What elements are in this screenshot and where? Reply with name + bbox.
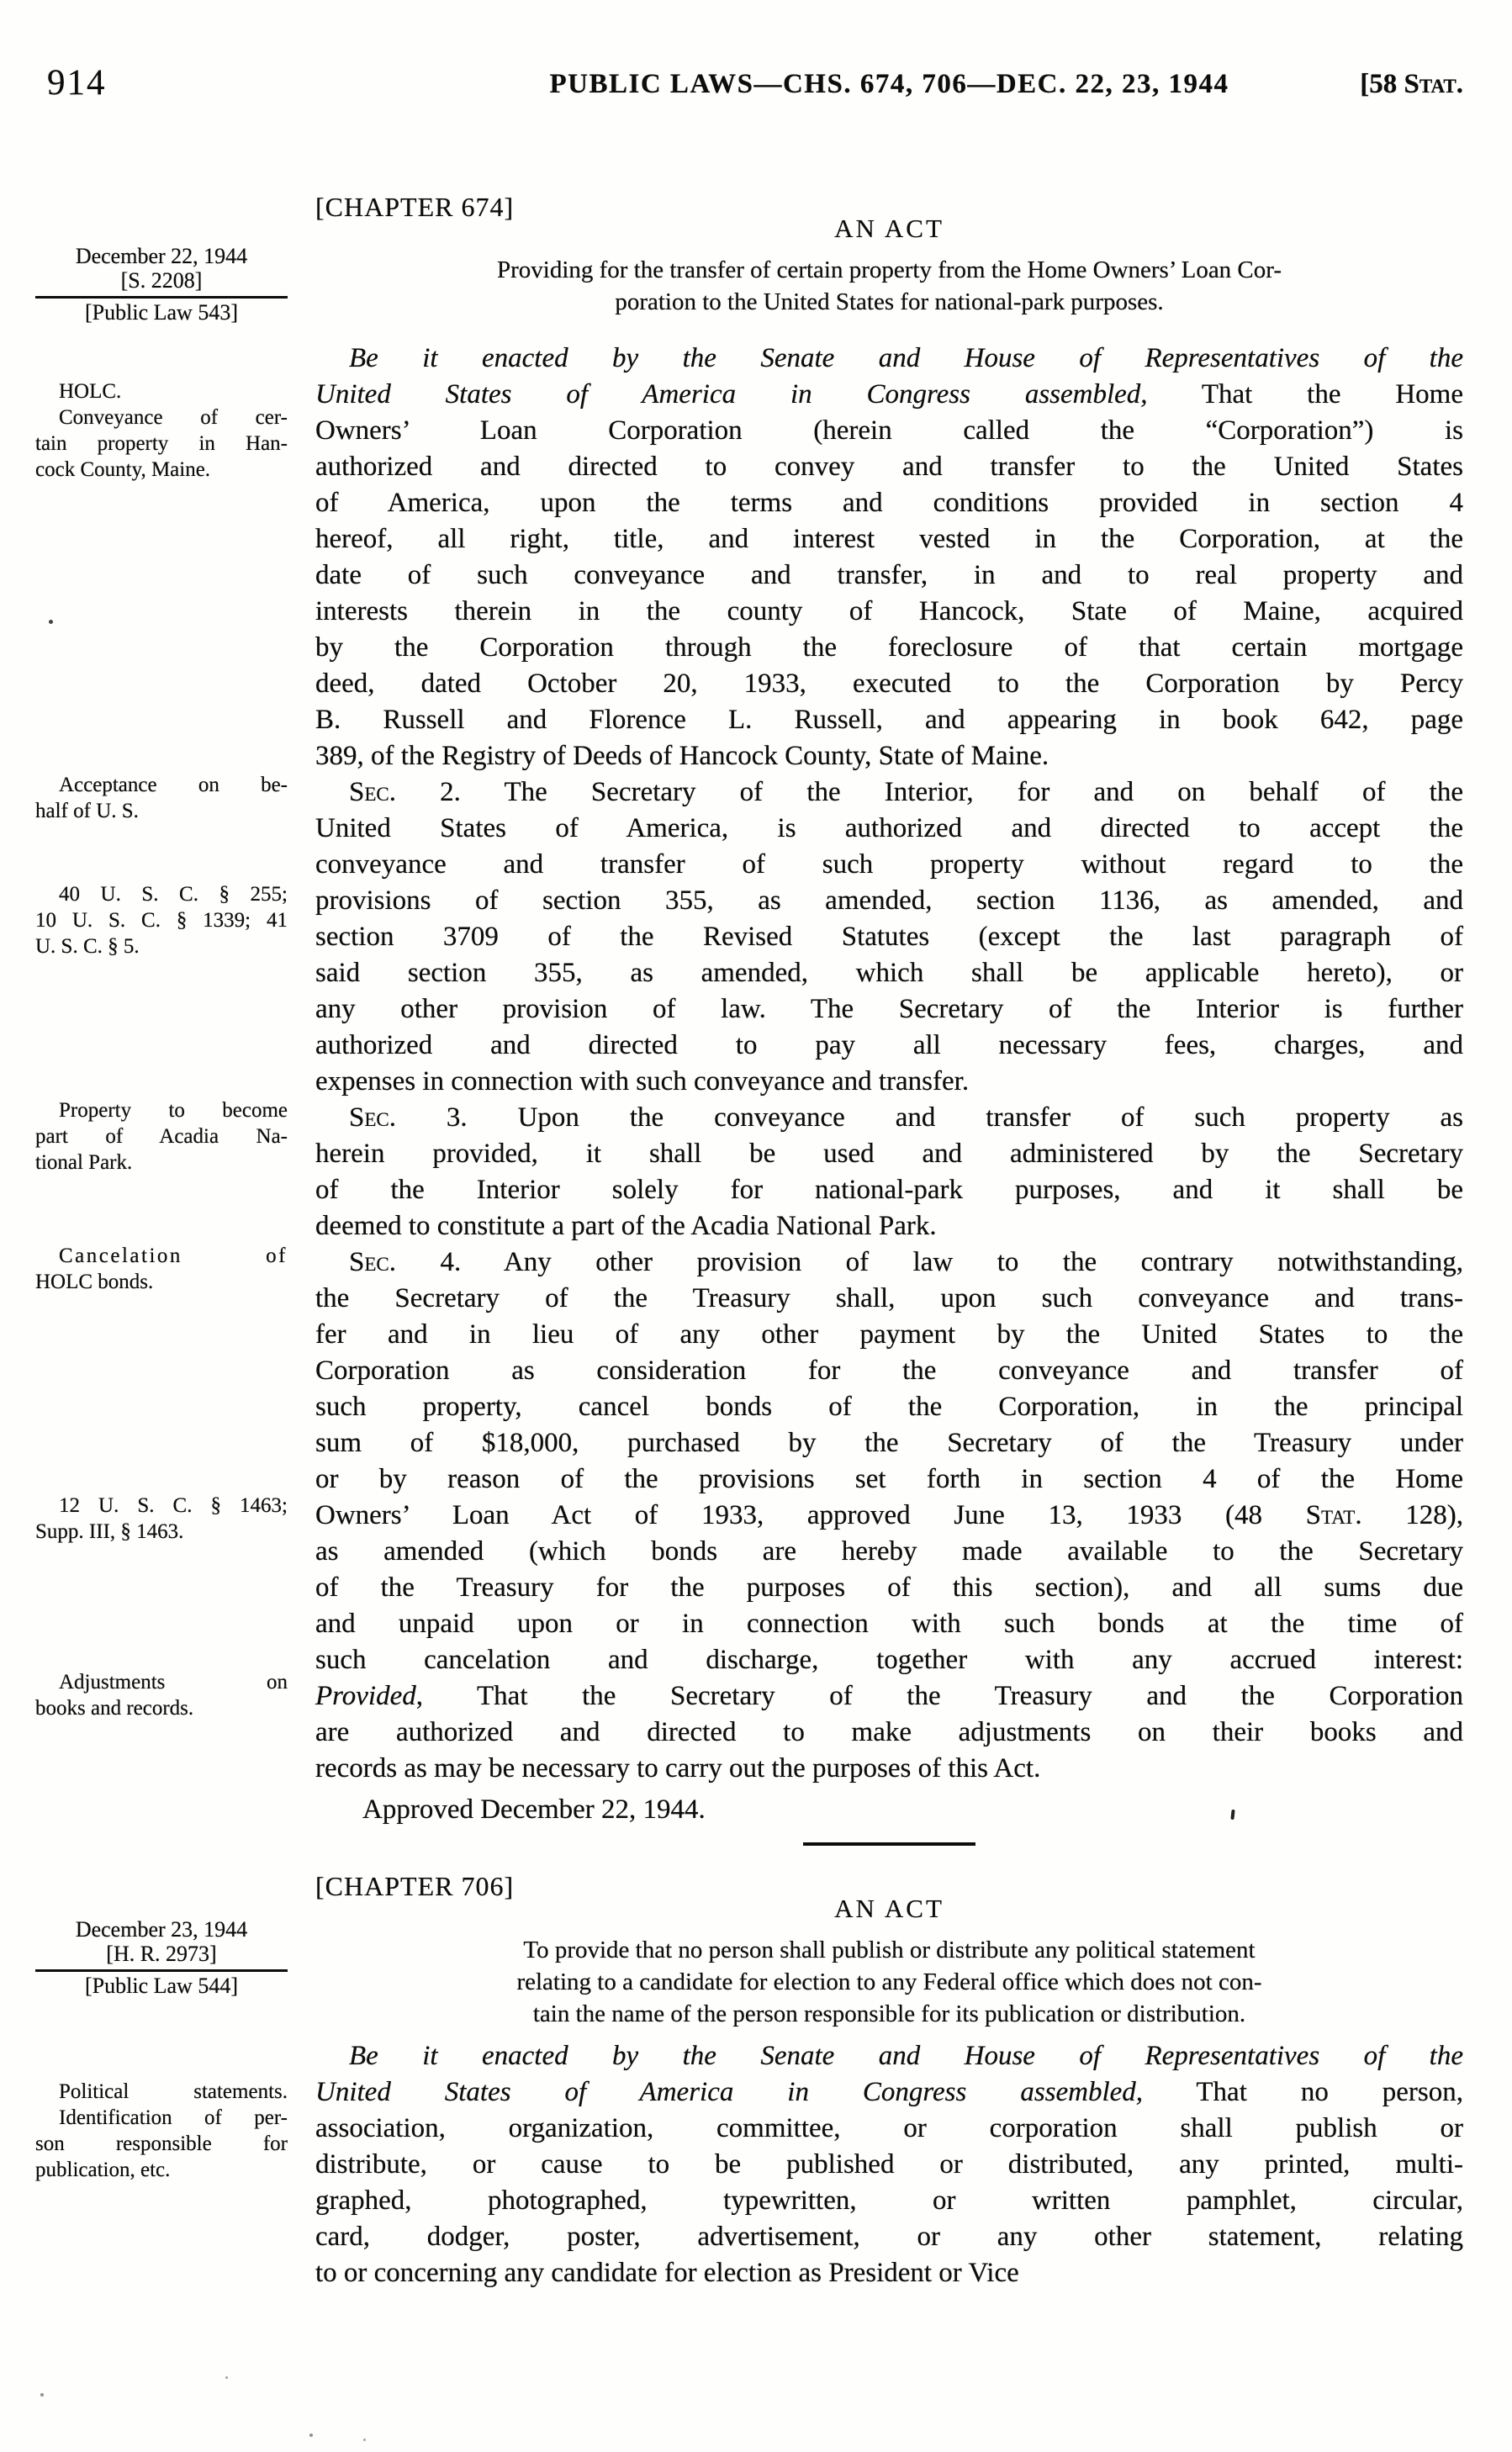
text-line: herein provided, it shall be used and administered by the Secretary — [315, 1139, 1463, 1169]
margin-note-line: books and records. — [35, 1697, 194, 1720]
text-line: Corporation as consideration for the conveyance and transfer of — [315, 1355, 1463, 1386]
text-line: provisions of section 355, as amended, section 1136, as amended, and — [315, 885, 1463, 916]
chapter-706-paragraphs — [315, 2038, 1463, 2291]
text-line: interests therein in the county of Hancock, State of Maine, acquired — [315, 596, 1463, 626]
margin-note-line: Property to become — [59, 1099, 288, 1122]
margin-note-holc-conveyance — [35, 378, 288, 483]
text-line: as amended (which bonds are hereby made available to the Secretary — [315, 1536, 1463, 1567]
margin-note-line: Political statements. — [59, 2080, 288, 2103]
chapter-divider-rule — [803, 1842, 975, 1846]
page-number: 914 — [47, 63, 107, 103]
margin-note-usc-citations — [35, 881, 288, 959]
chapter-674-act-title — [315, 254, 1463, 318]
margin-note-line: 12 U. S. C. § 1463; — [59, 1494, 288, 1517]
running-head — [0, 62, 1512, 121]
text-line: 389, of the Registry of Deeds of Hancock County, State of Maine. — [315, 741, 1049, 771]
text-line: the Secretary of the Treasury shall, upon such conveyance and trans- — [315, 1283, 1463, 1313]
text-line: deemed to constitute a part of the Acadia National Park. — [315, 1211, 937, 1241]
text-line: by the Corporation through the foreclosure of that certain mortgage — [315, 632, 1463, 663]
text-line: sum of $18,000, purchased by the Secretary of the Treasury under — [315, 1428, 1463, 1458]
margin-note-line: Identification of per- — [59, 2106, 288, 2129]
text-line: records as may be necessary to carry out the purposes of this Act. — [315, 1753, 1041, 1784]
text-line: hereof, all right, title, and interest vested in the Corporation, at the — [315, 524, 1463, 554]
text-line: Provided, That the Secretary of the Treasury and the Corporation — [315, 1681, 1463, 1711]
text-line: conveyance and transfer of such property without regard to the — [315, 849, 1463, 880]
text-line: are authorized and directed to make adjustments on their books and — [315, 1717, 1463, 1747]
margin-note-line: 10 U. S. C. § 1339; 41 — [35, 909, 288, 932]
citation-date: December 23, 1944 — [75, 1917, 248, 1942]
margin-note-line: Acceptance on be- — [59, 774, 288, 796]
approved-line: Approved December 22, 1944. — [362, 1794, 706, 1825]
margin-note-line: publication, etc. — [35, 2159, 171, 2181]
margin-note-line: HOLC. — [59, 380, 122, 403]
text-line: deed, dated October 20, 1933, executed to the Corporation by Percy — [315, 668, 1463, 699]
text-line: United States of America in Congress assembled, That the Home — [315, 379, 1463, 410]
statute-paragraph — [315, 2038, 1463, 2291]
act-title-line: tain the name of the person responsible for its publication or distribution. — [532, 2000, 1246, 2027]
text-line: section 3709 of the Revised Statutes (except the last paragraph of — [315, 922, 1463, 952]
citation-public-law: [Public Law 543] — [85, 300, 238, 325]
text-line: Be it enacted by the Senate and House of Representatives of the — [349, 343, 1463, 373]
margin-note-usc-1463 — [35, 1493, 288, 1545]
statute-paragraph — [315, 1100, 1463, 1244]
statute-paragraph — [315, 774, 1463, 1100]
text-line: United States of America in Congress assembled, That no person, — [315, 2077, 1463, 2107]
margin-note-line: cock County, Maine. — [35, 458, 211, 481]
text-line: Sec. 3. Upon the conveyance and transfer of such property as — [349, 1102, 1463, 1133]
margin-note-line: part of Acadia Na- — [35, 1125, 288, 1148]
citation-rule — [35, 296, 288, 299]
text-line: any other provision of law. The Secretary of the Interior is further — [315, 994, 1463, 1024]
text-line: fer and in lieu of any other payment by the United States to the — [315, 1319, 1463, 1350]
chapter-674-paragraphs — [315, 341, 1463, 1787]
margin-note-line: son responsible for — [35, 2132, 288, 2155]
text-line: such property, cancel bonds of the Corporation, in the principal — [315, 1392, 1463, 1422]
citation-bill-number: [S. 2208] — [120, 268, 203, 293]
margin-note-line: Supp. III, § 1463. — [35, 1520, 184, 1543]
act-title-line: Providing for the transfer of certain property from the Home Owners’ Loan Cor- — [496, 256, 1282, 283]
margin-note-line: 40 U. S. C. § 255; — [59, 883, 288, 906]
text-line: B. Russell and Florence L. Russell, and appearing in book 642, page — [315, 705, 1463, 735]
act-title-line: To provide that no person shall publish or distribute any political statement — [523, 1937, 1256, 1963]
text-line: of America, upon the terms and conditions provided in section 4 — [315, 488, 1463, 518]
text-line: and unpaid upon or in connection with such bonds at the time of — [315, 1609, 1463, 1639]
text-line: said section 355, as amended, which shall be applicable hereto), or — [315, 958, 1463, 988]
margin-note-line: U. S. C. § 5. — [35, 935, 140, 958]
margin-note-acceptance — [35, 772, 288, 824]
stat-volume-caps: Stat. — [1404, 69, 1463, 99]
text-line: Owners’ Loan Corporation (herein called the “Corporation”) is — [315, 415, 1463, 446]
text-line: card, dodger, poster, advertisement, or any other statement, relating — [315, 2222, 1463, 2252]
act-title-line: relating to a candidate for election to any Federal office which does not con- — [516, 1968, 1262, 1995]
text-line: to or concerning any candidate for election as President or Vice — [315, 2258, 1019, 2288]
text-line: Be it enacted by the Senate and House of Representatives of the — [349, 2041, 1463, 2071]
margin-note-line: tional Park. — [35, 1151, 133, 1174]
chapter-674-body — [315, 341, 1463, 1828]
stat-volume-number: [58 — [1360, 69, 1404, 99]
scan-speck — [49, 620, 53, 624]
text-line: of the Treasury for the purposes of this section), and all sums due — [315, 1572, 1463, 1603]
scan-speck — [309, 2434, 313, 2437]
chapter-674-act-heading: AN ACT — [834, 214, 944, 243]
chapter-706-act-heading: AN ACT — [834, 1894, 944, 1923]
text-line: expenses in connection with such conveyance and transfer. — [315, 1066, 970, 1097]
act-title-line: poration to the United States for national-park purposes. — [615, 288, 1164, 315]
margin-note-cancelation — [35, 1243, 288, 1295]
citation-rule — [35, 1969, 288, 1972]
chapter-706-act-title — [315, 1934, 1463, 2030]
text-line: Sec. 2. The Secretary of the Interior, for and on behalf of the — [349, 777, 1463, 807]
margin-note-line: Conveyance of cer- — [59, 406, 288, 429]
stat-volume-label — [1360, 69, 1463, 100]
margin-note-line: half of U. S. — [35, 800, 139, 822]
citation-date: December 22, 1944 — [75, 244, 248, 268]
scan-speck — [40, 2393, 44, 2397]
text-line: or by reason of the provisions set forth in section 4 of the Home — [315, 1464, 1463, 1494]
margin-note-line: Cancelation of — [59, 1244, 288, 1267]
statute-paragraph — [315, 1244, 1463, 1787]
text-line: such cancelation and discharge, together with any accrued interest: — [315, 1645, 1463, 1675]
text-line: graphed, photographed, typewritten, or written pamphlet, circular, — [315, 2185, 1463, 2216]
text-line: distribute, or cause to be published or distributed, any printed, multi- — [315, 2149, 1463, 2180]
text-line: of the Interior solely for national-park purposes, and it shall be — [315, 1175, 1463, 1205]
chapter-706-body — [315, 2038, 1463, 2291]
margin-note-political-statements — [35, 2079, 288, 2183]
margin-note-line: tain property in Han- — [35, 432, 288, 455]
text-line: authorized and directed to pay all necessary fees, charges, and — [315, 1030, 1463, 1060]
text-line: Owners’ Loan Act of 1933, approved June 13, 1933 (48 Stat. 128), — [315, 1500, 1463, 1530]
scan-speck — [363, 2439, 366, 2441]
statute-paragraph — [315, 341, 1463, 774]
margin-note-adjustments — [35, 1669, 288, 1721]
margin-note-line: Adjustments on — [59, 1671, 288, 1694]
margin-note-line: HOLC bonds. — [35, 1271, 154, 1293]
citation-public-law: [Public Law 544] — [85, 1974, 238, 1998]
text-line: date of such conveyance and transfer, in and to real property and — [315, 560, 1463, 590]
chapter-674-citation — [35, 244, 288, 325]
scan-speck — [225, 2376, 228, 2379]
chapter-706-citation — [35, 1917, 288, 1998]
chapter-674-heading: [CHAPTER 674] — [315, 192, 515, 222]
text-line: Sec. 4. Any other provision of law to the contrary notwithstanding, — [349, 1247, 1463, 1277]
text-line: association, organization, committee, or corporation shall publish or — [315, 2113, 1463, 2143]
margin-note-acadia-park — [35, 1097, 288, 1176]
running-header-title: PUBLIC LAWS—CHS. 674, 706—DEC. 22, 23, 1944 — [549, 69, 1229, 99]
text-line: United States of America, is authorized and directed to accept the — [315, 813, 1463, 843]
citation-bill-number: [H. R. 2973] — [106, 1942, 217, 1966]
text-line: authorized and directed to convey and transfer to the United States — [315, 452, 1463, 482]
chapter-706-heading: [CHAPTER 706] — [315, 1871, 515, 1901]
